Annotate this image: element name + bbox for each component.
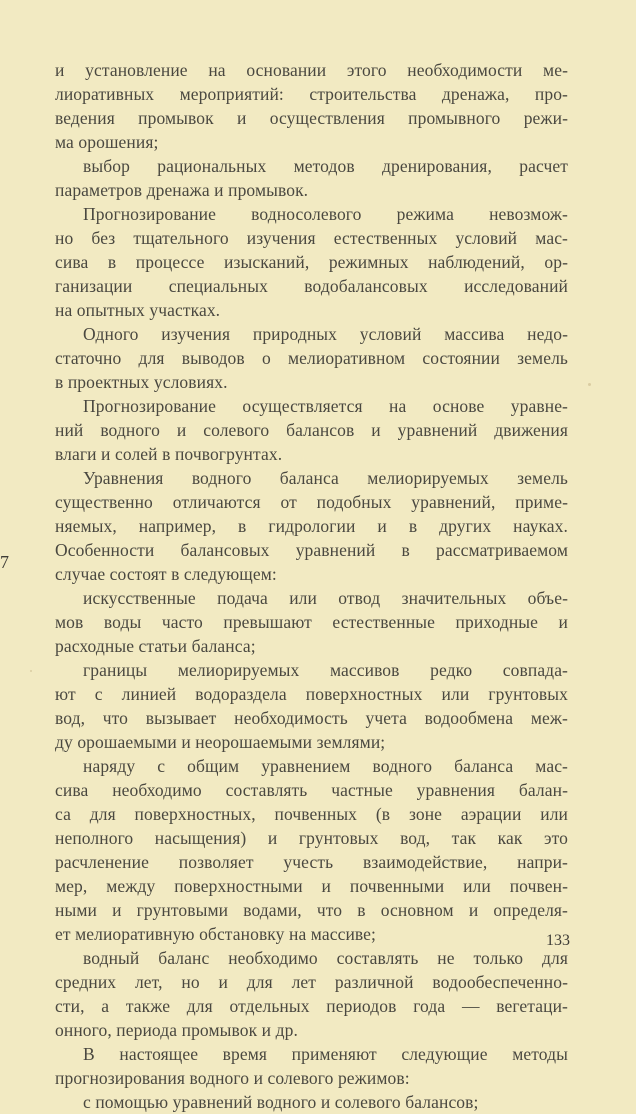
text-line: искусственные подача или отвод значительных объе- — [83, 588, 568, 608]
text-line: влаги и солей в почвогрунтах. — [55, 444, 283, 464]
text-line: случае состоят в следующем: — [55, 564, 277, 584]
page-body — [55, 58, 568, 1114]
text-line: ду орошаемыми и неорошаемыми землями; — [55, 732, 386, 752]
text-line: вод, что вызывает необходимость учета водообмена меж- — [55, 708, 568, 728]
text-line: ний водного и солевого балансов и уравнений движения — [55, 420, 568, 440]
text-line: лиоративных мероприятий: строительства дренажа, про- — [55, 84, 568, 104]
page-number: 133 — [546, 932, 570, 949]
text-line: статочно для выводов о мелиоративном состоянии земель — [55, 348, 568, 368]
text-line: средних лет, но и для лет различной водообеспеченно- — [55, 972, 568, 992]
text-line: но без тщательного изучения естественных условий мас- — [55, 228, 568, 248]
text-line: мов воды часто превышают естественные приходные и — [55, 612, 568, 632]
text-line: Уравнения водного баланса мелиорируемых земель — [83, 468, 568, 488]
text-line: Особенности балансовых уравнений в рассматриваемом — [55, 540, 568, 560]
text-line: ма орошения; — [55, 132, 159, 152]
text-line: Прогнозирование осуществляется на основе уравне- — [83, 396, 568, 416]
margin-number: 7 — [0, 552, 9, 572]
text-line: ет мелиоративную обстановку на массиве; — [55, 924, 377, 944]
text-line: сти, а также для отдельных периодов года — вегетаци- — [55, 996, 568, 1016]
text-line: в проектных условиях. — [55, 372, 228, 392]
text-line: сива необходимо составлять частные уравнения балан- — [55, 780, 568, 800]
text-line: выбор рациональных методов дренирования, расчет — [83, 156, 568, 176]
text-line: прогнозирования водного и солевого режимов: — [55, 1068, 410, 1088]
text-line: с помощью уравнений водного и солевого балансов; — [83, 1092, 479, 1112]
text-line: на опытных участках. — [55, 300, 221, 320]
text-line: мер, между поверхностными и почвенными или почвен- — [55, 876, 568, 896]
text-line: са для поверхностных, почвенных (в зоне аэрации или — [55, 804, 568, 824]
text-line: водный баланс необходимо составлять не только для — [83, 948, 568, 968]
text-line: и установление на основании этого необходимости ме- — [55, 60, 568, 80]
text-line: онного, периода промывок и др. — [55, 1020, 298, 1040]
text-line: Прогнозирование водносолевого режима невозмож- — [83, 204, 568, 224]
text-line: параметров дренажа и промывок. — [55, 180, 309, 200]
text-line: ными и грунтовыми водами, что в основном и определя- — [55, 900, 568, 920]
text-line: ганизации специальных водобалансовых исследований — [55, 276, 568, 296]
text-line: наряду с общим уравнением водного баланса мас- — [83, 756, 568, 776]
text-line: сива в процессе изысканий, режимных наблюдений, ор- — [55, 252, 568, 272]
text-line: границы мелиорируемых массивов редко совпада- — [83, 660, 568, 680]
text-line: ведения промывок и осуществления промывного режи- — [55, 108, 568, 128]
text-line: расчленение позволяет учесть взаимодействие, напри- — [55, 852, 568, 872]
text-line: Одного изучения природных условий массива недо- — [83, 324, 568, 344]
text-line: ют с линией водораздела поверхностных или грунтовых — [55, 684, 568, 704]
text-line: няемых, например, в гидрологии и в других науках. — [55, 516, 568, 536]
paper-spot — [30, 670, 32, 672]
text-line: В настоящее время применяют следующие методы — [83, 1044, 568, 1064]
paper-spot — [588, 383, 591, 386]
text-line: неполного насыщения) и грунтовых вод, так как это — [55, 828, 568, 848]
text-line: существенно отличаются от подобных уравнений, приме- — [55, 492, 568, 512]
text-line: расходные статьи баланса; — [55, 636, 256, 656]
